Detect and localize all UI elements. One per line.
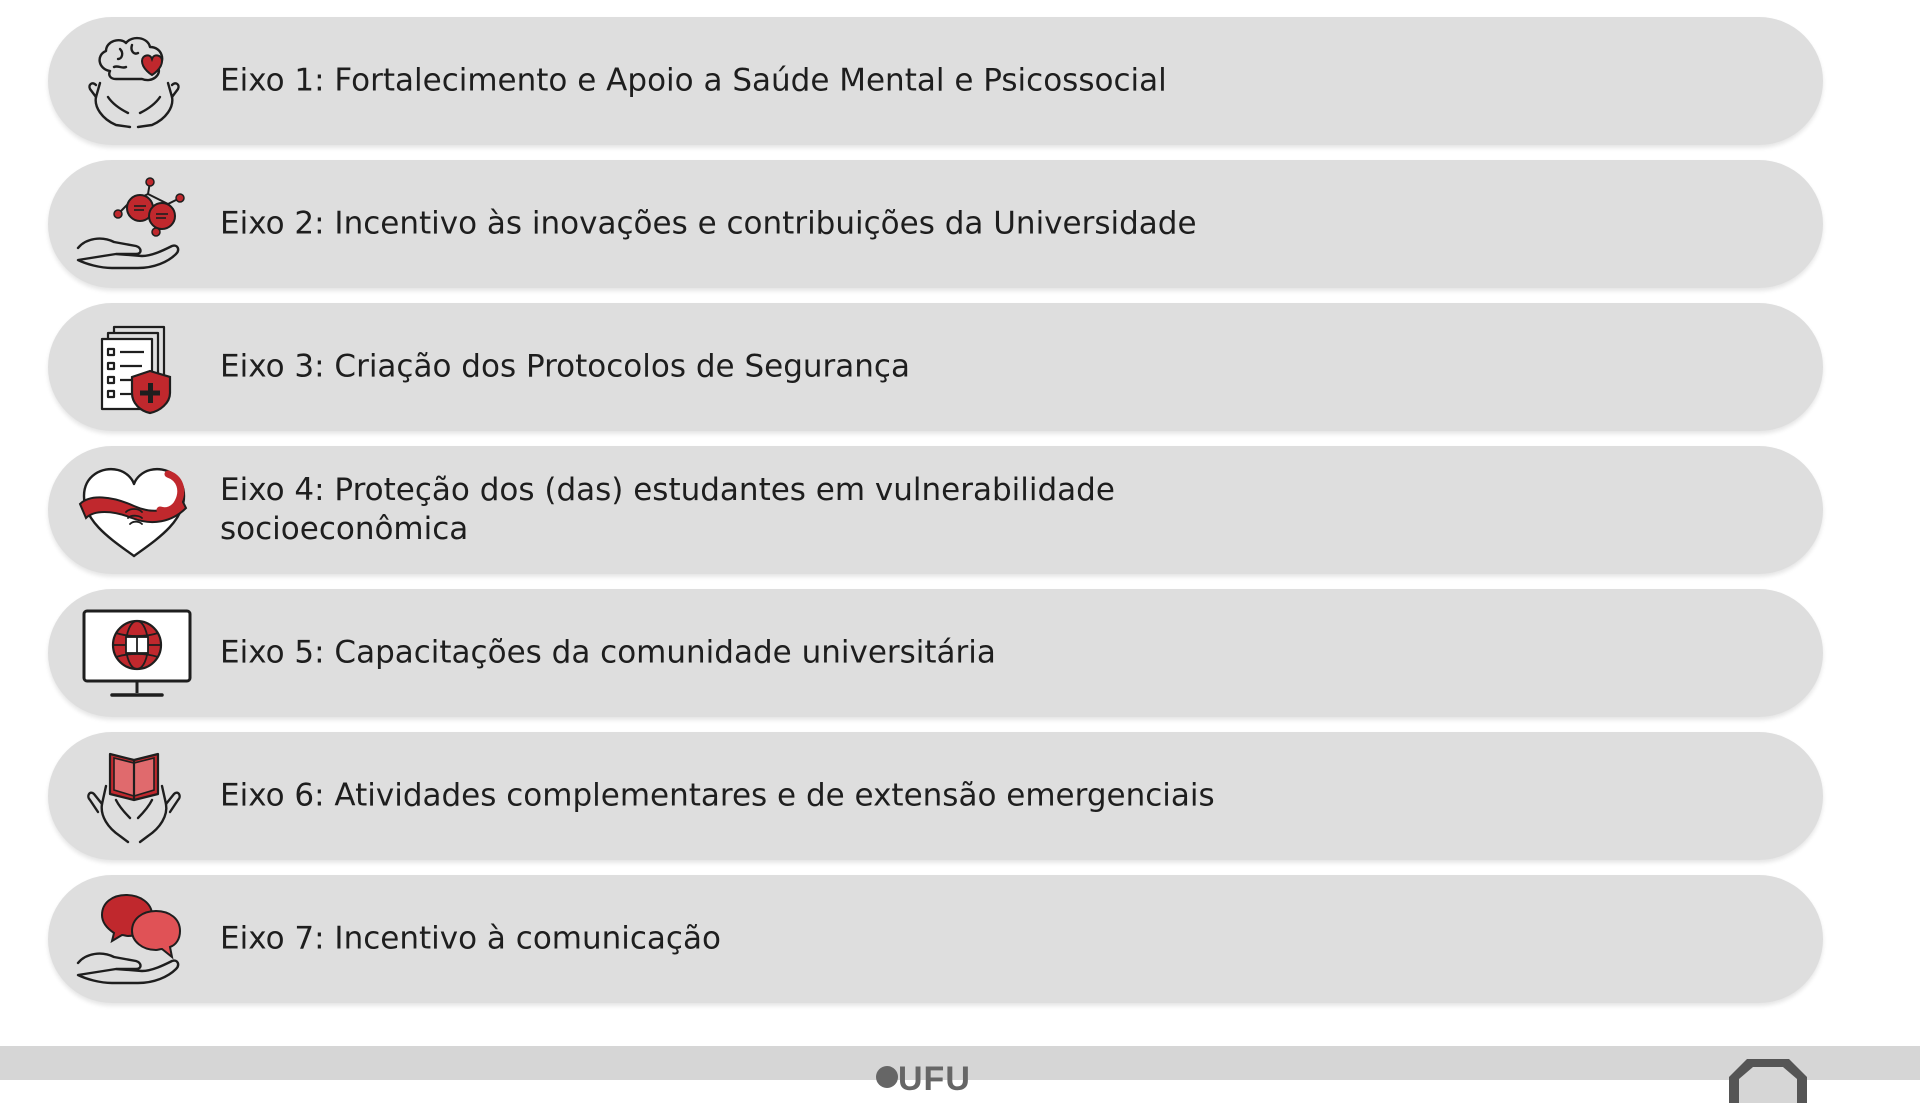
molecule-over-hand-icon bbox=[72, 174, 196, 274]
axis-label-4: Eixo 4: Proteção dos (das) estudantes em vulnerabilidade socioeconômica bbox=[220, 472, 1115, 547]
axis-item-4 bbox=[48, 446, 1823, 574]
footer-logo-text: UFU bbox=[898, 1060, 971, 1098]
logo-mark-icon bbox=[876, 1066, 898, 1088]
axis-list bbox=[48, 17, 1823, 1018]
axis-item-2 bbox=[48, 160, 1823, 288]
axis-item-6 bbox=[48, 732, 1823, 860]
checklist-shield-icon bbox=[72, 317, 196, 417]
axis-label-5: Eixo 5: Capacitações da comunidade universitária bbox=[220, 634, 996, 671]
axis-item-1 bbox=[48, 17, 1823, 145]
monitor-globe-icon bbox=[72, 603, 196, 703]
footer-emblem-icon bbox=[1727, 1057, 1809, 1080]
speech-bubbles-hand-icon bbox=[72, 889, 196, 989]
book-in-hands-icon bbox=[72, 746, 196, 846]
brain-heart-in-hands-icon bbox=[72, 31, 196, 131]
footer-logo bbox=[876, 1060, 1008, 1098]
axis-label-7: Eixo 7: Incentivo à comunicação bbox=[220, 920, 721, 957]
axis-label-6: Eixo 6: Atividades complementares e de extensão emergenciais bbox=[220, 777, 1215, 814]
axis-item-5 bbox=[48, 589, 1823, 717]
heart-hug-icon bbox=[72, 460, 196, 560]
axis-label-1: Eixo 1: Fortalecimento e Apoio a Saúde Mental e Psicossocial bbox=[220, 62, 1167, 99]
axis-label-2: Eixo 2: Incentivo às inovações e contribuições da Universidade bbox=[220, 205, 1197, 242]
axis-label-3: Eixo 3: Criação dos Protocolos de Segurança bbox=[220, 348, 910, 385]
axis-item-3 bbox=[48, 303, 1823, 431]
axis-item-7 bbox=[48, 875, 1823, 1003]
